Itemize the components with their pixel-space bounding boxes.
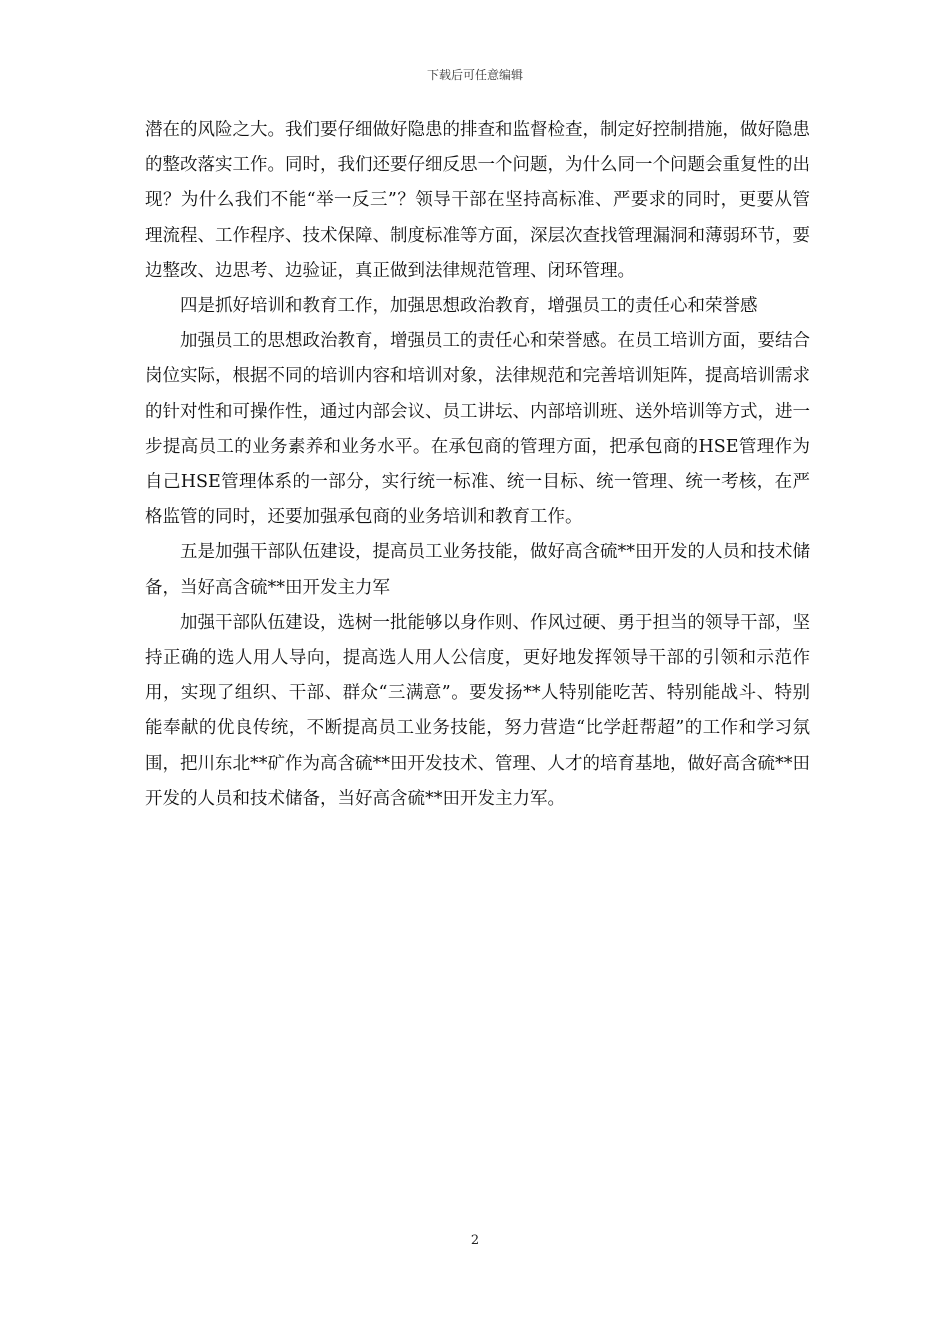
document-body <box>145 113 810 817</box>
paragraph-continuation: 潜在的风险之大。我们要仔细做好隐患的排查和监督检查，制定好控制措施，做好隐患的整改落实工作。同时，我们还要仔细反思一个问题，为什么同一个问题会重复性的出现？为什么我们不能“举一反三”？领导干部在坚持高标准、严要求的同时，更要从管理流程、工作程序、技术保障、制度标准等方面，深层次查找管理漏洞和薄弱环节，要边整改、边思考、边验证，真正做到法律规范管理、闭环管理。 <box>145 120 810 281</box>
page-number: 2 <box>470 1233 480 1248</box>
section-heading-four: 四是抓好培训和教育工作，加强思想政治教育，增强员工的责任心和荣誉感 <box>180 296 758 317</box>
page-header: 下载后可任意编辑 <box>426 68 523 82</box>
paragraph-cadre: 加强干部队伍建设，选树一批能够以身作则、作风过硬、勇于担当的领导干部，坚持正确的选人用人导向，提高选人用人公信度，更好地发挥领导干部的引领和示范作用，实现了组织、干部、群众“三满意”。要发扬**人特别能吃苦、特别能战斗、特别能奉献的优良传统，不断提高员工业务技能，努力营造“比学赶帮超”的工作和学习氛围，把川东北**矿作为高含硫**田开发技术、管理、人才的培育基地，做好高含硫**田开发的人员和技术储备，当好高含硫**田开发主力军。 <box>145 612 810 809</box>
section-heading-five: 五是加强干部队伍建设，提高员工业务技能，做好高含硫**田开发的人员和技术储备，当好高含硫**田开发主力军 <box>145 542 810 598</box>
paragraph-training: 加强员工的思想政治教育，增强员工的责任心和荣誉感。在员工培训方面，要结合岗位实际，根据不同的培训内容和培训对象，法律规范和完善培训矩阵，提高培训需求的针对性和可操作性，通过内部会议、员工讲坛、内部培训班、送外培训等方式，进一步提高员工的业务素养和业务水平。在承包商的管理方面，把承包商的HSE管理作为自己HSE管理体系的一部分，实行统一标准、统一目标、统一管理、统一考核，在严格监管的同时，还要加强承包商的业务培训和教育工作。 <box>145 331 810 528</box>
